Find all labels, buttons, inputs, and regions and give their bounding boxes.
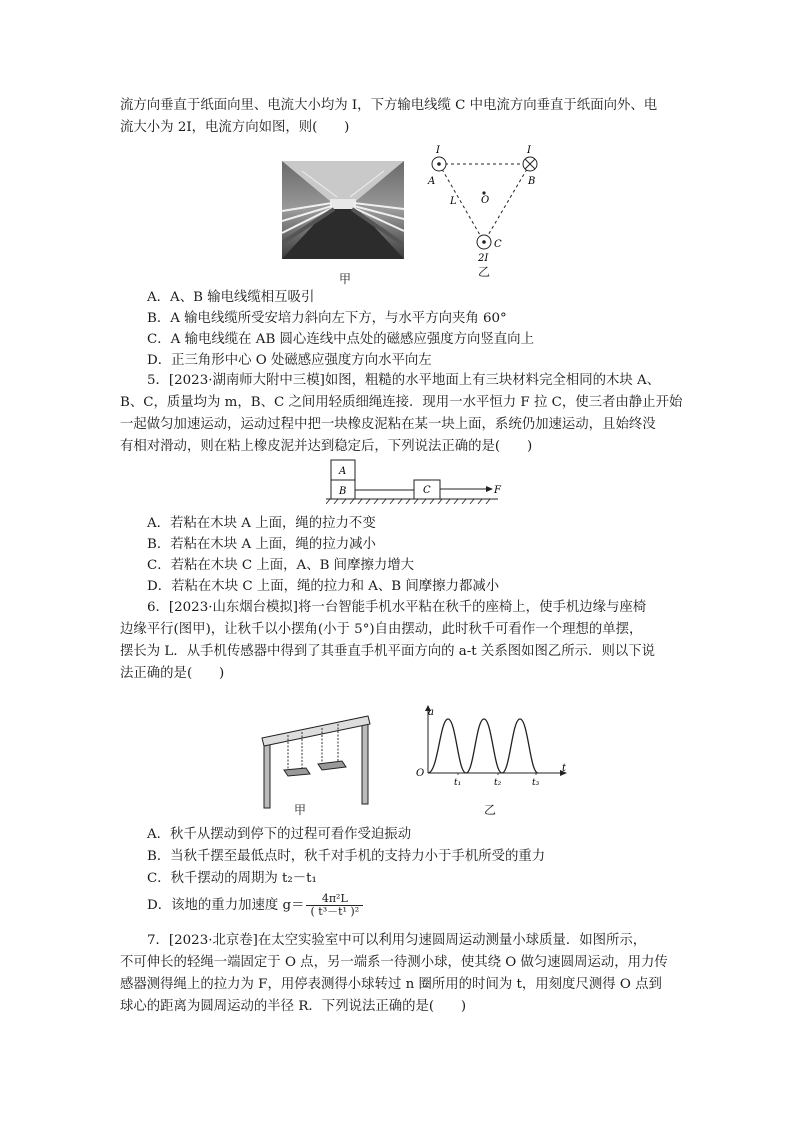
q4-option-d: D．正三角形中心 O 处磁感应强度方向水平向左 xyxy=(147,353,432,368)
q6-line-1: 6．[2023·山东烟台模拟]将一台智能手机水平粘在秋千的座椅上，使手机边缘与座椅 xyxy=(147,600,647,615)
tunnel-photo xyxy=(282,161,404,259)
q5-line-2: B、C，质量均为 m，B、C 之间用轻质细绳连接．现用一水平恒力 F 拉 C，使三者由静止开始 xyxy=(120,395,683,410)
graph-x-label: t xyxy=(562,763,567,774)
label-2i: 2I xyxy=(478,253,489,264)
q6-line-3: 摆长为 L．从手机传感器中得到了其垂直手机平面方向的 a-t 关系图如图乙所示．则以下说 xyxy=(120,644,656,659)
block-c-label: C xyxy=(423,485,431,496)
q4-option-c: C．A 输电线缆在 AB 圆心连线中点处的磁感应强度方向竖直向上 xyxy=(147,332,534,347)
force-f-label: F xyxy=(494,485,501,496)
q6-line-4: 法正确的是( ) xyxy=(120,666,225,681)
q6-fig-label-left: 甲 xyxy=(294,803,307,817)
q5-line-1: 5．[2023·湖南师大附中三模]如图，粗糙的水平地面上有三块材料完全相同的木块 A、 xyxy=(147,373,661,388)
fraction-numerator: 4π²L xyxy=(306,893,363,906)
q6-option-d-fraction xyxy=(306,893,363,918)
swing-drawing xyxy=(258,712,376,810)
q7-line-3: 感器测得绳上的拉力为 F，用停表测得小球转过 n 圈所用的时间为 t，用刻度尺测得 O 点到 xyxy=(120,977,662,992)
graph-t1-label: t₁ xyxy=(454,778,462,788)
q5-option-b: B．若粘在木块 A 上面，绳的拉力减小 xyxy=(147,537,376,552)
label-a: A xyxy=(428,176,436,187)
q4-option-a: A．A、B 输电线缆相互吸引 xyxy=(147,290,315,305)
fraction-denominator: ( t³－t¹ )² xyxy=(310,905,360,918)
label-c: C xyxy=(494,239,502,250)
q6-fig-label-right: 乙 xyxy=(484,803,497,817)
graph-t3-label: t₃ xyxy=(532,778,540,788)
q4-intro-line-2: 流大小为 2I，电流方向如图，则( ) xyxy=(120,120,350,135)
q5-option-c: C．若粘在木块 C 上面，A、B 间摩擦力增大 xyxy=(147,558,415,573)
graph-t2-label: t₂ xyxy=(494,778,502,788)
block-b-label: B xyxy=(339,486,347,497)
blocks-diagram xyxy=(326,455,506,505)
q4-fig-label-left: 甲 xyxy=(339,272,352,286)
q4-intro-line-1: 流方向垂直于纸面向里、电流大小均为 I，下方输电线缆 C 中电流方向垂直于纸面向外、电 xyxy=(120,98,658,113)
q5-line-4: 有相对滑动，则在粘上橡皮泥并达到稳定后，下列说法正确的是( ) xyxy=(120,439,533,454)
q4-fig-label-right: 乙 xyxy=(478,265,491,279)
q6-option-c: C．秋千摆动的周期为 t₂－t₁ xyxy=(147,871,317,886)
q5-line-3: 一起做匀加速运动，运动过程中把一块橡皮泥粘在某一块上面，系统仍加速运动，且始终没 xyxy=(120,417,656,432)
label-b: B xyxy=(528,176,536,187)
triangle-diagram xyxy=(418,140,548,275)
q6-option-d-prefix: D．该地的重力加速度 g＝ xyxy=(147,898,305,913)
label-i-b: I xyxy=(527,145,531,156)
q6-option-a: A．秋千从摆动到停下的过程可看作受迫振动 xyxy=(147,827,412,842)
q7-line-4: 球心的距离为圆周运动的半径 R．下列说法正确的是( ) xyxy=(120,999,467,1014)
label-i-a: I xyxy=(436,145,440,156)
q7-line-2: 不可伸长的轻绳一端固定于 O 点，另一端系一待测小球，使其绕 O 做匀速圆周运动，用力传 xyxy=(120,955,668,970)
q5-option-d: D．若粘在木块 C 上面，绳的拉力和 A、B 间摩擦力都减小 xyxy=(147,579,500,594)
q4-option-b: B．A 输电线缆所受安培力斜向左下方，与水平方向夹角 60° xyxy=(147,311,507,326)
q6-option-b: B．当秋千摆至最低点时，秋千对手机的支持力小于手机所受的重力 xyxy=(147,849,546,864)
q7-line-1: 7．[2023·北京卷]在太空实验室中可以利用匀速圆周运动测量小球质量．如图所示， xyxy=(147,933,647,948)
graph-origin-label: O xyxy=(416,768,425,779)
block-a-label: A xyxy=(339,466,347,477)
label-o: O xyxy=(481,195,490,206)
label-l: L xyxy=(450,196,457,207)
q6-line-2: 边缘平行(图甲)，让秋千以小摆角(小于 5°)自由摆动，此时秋千可看作一个理想的单摆， xyxy=(120,622,643,637)
graph-y-label: a xyxy=(428,707,434,718)
q6-option-d xyxy=(147,893,363,918)
q5-option-a: A．若粘在木块 A 上面，绳的拉力不变 xyxy=(147,516,376,531)
a-t-graph xyxy=(410,705,570,790)
